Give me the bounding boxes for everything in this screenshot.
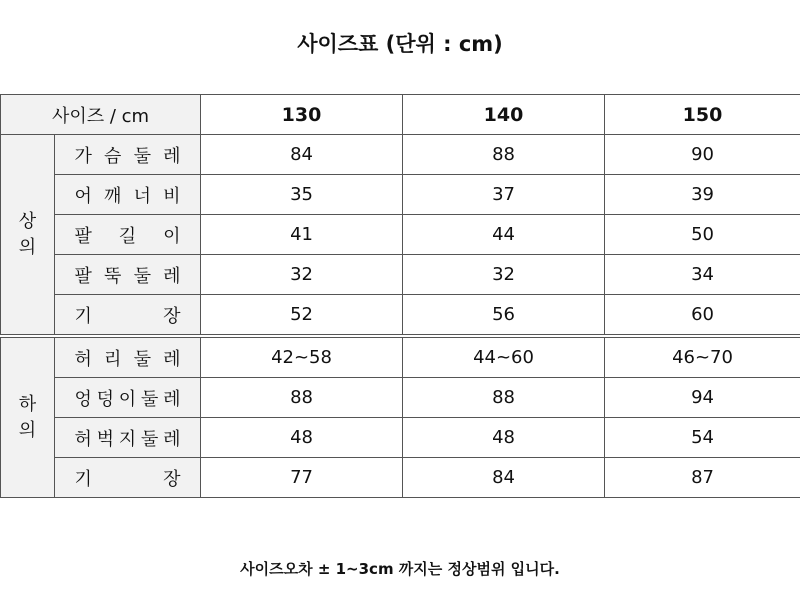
row-label-char: 너 xyxy=(133,185,151,207)
size-value-cell: 88 xyxy=(403,378,605,418)
row-label-char: 이 xyxy=(163,225,181,247)
row-label-char: 허 xyxy=(74,428,92,450)
row-label-char: 둘 xyxy=(133,145,151,167)
row-label xyxy=(55,295,201,335)
group-label: 하 의 xyxy=(1,338,55,498)
row-label-char: 둘 xyxy=(133,265,151,287)
row-label-char: 레 xyxy=(163,388,181,410)
row-label-char: 엉 xyxy=(74,388,92,410)
row-label-text xyxy=(75,262,181,288)
size-value-cell: 34 xyxy=(605,255,800,295)
size-value-cell: 48 xyxy=(403,418,605,458)
row-label-char: 팔 xyxy=(74,225,92,247)
table-row xyxy=(1,458,800,498)
size-value-cell: 35 xyxy=(201,175,403,215)
table-row xyxy=(1,255,800,295)
group-label: 상 의 xyxy=(1,135,55,335)
row-label-char: 슴 xyxy=(104,145,122,167)
row-label-char: 팔 xyxy=(74,265,92,287)
row-label-text xyxy=(75,182,181,208)
size-value-cell: 84 xyxy=(403,458,605,498)
row-label-char: 리 xyxy=(104,348,122,370)
footer-note: 사이즈오차 ± 1~3cm 까지는 정상범위 입니다. xyxy=(240,560,560,578)
row-label xyxy=(55,215,201,255)
header-row xyxy=(1,95,800,135)
size-value-cell: 87 xyxy=(605,458,800,498)
size-value-cell: 52 xyxy=(201,295,403,335)
row-label-char: 비 xyxy=(163,185,181,207)
row-label-char: 지 xyxy=(118,428,137,450)
row-label xyxy=(55,338,201,378)
row-label-text xyxy=(75,385,181,411)
size-value-cell: 77 xyxy=(201,458,403,498)
table-row xyxy=(1,295,800,335)
row-label-char: 가 xyxy=(74,145,92,167)
row-label xyxy=(55,255,201,295)
size-value-cell: 46~70 xyxy=(605,338,800,378)
row-label-char: 덩 xyxy=(96,388,115,410)
row-label-text xyxy=(75,302,181,328)
page-title: 사이즈표 (단위 : cm) xyxy=(297,32,503,56)
row-label-text xyxy=(75,425,181,451)
size-value-cell: 32 xyxy=(201,255,403,295)
row-label-char: 어 xyxy=(74,185,92,207)
size-value-cell: 39 xyxy=(605,175,800,215)
table-row xyxy=(1,378,800,418)
size-value-cell: 94 xyxy=(605,378,800,418)
row-label-char: 레 xyxy=(163,265,181,287)
row-label-text xyxy=(75,222,181,248)
size-value-cell: 60 xyxy=(605,295,800,335)
row-label-char: 뚝 xyxy=(104,265,122,287)
row-label-char: 깨 xyxy=(104,185,122,207)
row-label-char: 벅 xyxy=(96,428,115,450)
size-table xyxy=(0,94,800,498)
table-row xyxy=(1,418,800,458)
size-value-cell: 32 xyxy=(403,255,605,295)
row-label-char: 레 xyxy=(163,428,181,450)
size-value-cell: 84 xyxy=(201,135,403,175)
row-label-char: 길 xyxy=(118,225,137,247)
row-label xyxy=(55,378,201,418)
row-label-char: 레 xyxy=(163,145,181,167)
table-row xyxy=(1,338,800,378)
row-label-char: 허 xyxy=(74,348,92,370)
row-label-char: 장 xyxy=(163,468,181,490)
row-label xyxy=(55,418,201,458)
row-label-char: 둘 xyxy=(133,348,151,370)
row-label xyxy=(55,175,201,215)
row-label-char: 이 xyxy=(118,388,137,410)
row-label-text xyxy=(75,465,181,491)
size-value-cell: 37 xyxy=(403,175,605,215)
size-value-cell: 41 xyxy=(201,215,403,255)
row-label-char: 기 xyxy=(74,305,92,327)
row-label-char: 기 xyxy=(74,468,92,490)
size-value-cell: 88 xyxy=(403,135,605,175)
size-value-cell: 44 xyxy=(403,215,605,255)
size-header: 150 xyxy=(605,95,800,135)
row-label xyxy=(55,458,201,498)
row-label-char: 레 xyxy=(163,348,181,370)
row-label-text xyxy=(75,142,181,168)
row-label-text xyxy=(75,345,181,371)
size-value-cell: 56 xyxy=(403,295,605,335)
size-value-cell: 88 xyxy=(201,378,403,418)
size-header: 130 xyxy=(201,95,403,135)
table-row xyxy=(1,215,800,255)
corner-header: 사이즈 / cm xyxy=(1,95,201,135)
row-label xyxy=(55,135,201,175)
table-row xyxy=(1,175,800,215)
row-label-char: 둘 xyxy=(140,388,159,410)
row-label-char: 둘 xyxy=(140,428,159,450)
table-row xyxy=(1,135,800,175)
size-value-cell: 44~60 xyxy=(403,338,605,378)
size-value-cell: 42~58 xyxy=(201,338,403,378)
size-value-cell: 90 xyxy=(605,135,800,175)
row-label-char: 장 xyxy=(163,305,181,327)
size-header: 140 xyxy=(403,95,605,135)
size-value-cell: 48 xyxy=(201,418,403,458)
size-value-cell: 54 xyxy=(605,418,800,458)
size-value-cell: 50 xyxy=(605,215,800,255)
